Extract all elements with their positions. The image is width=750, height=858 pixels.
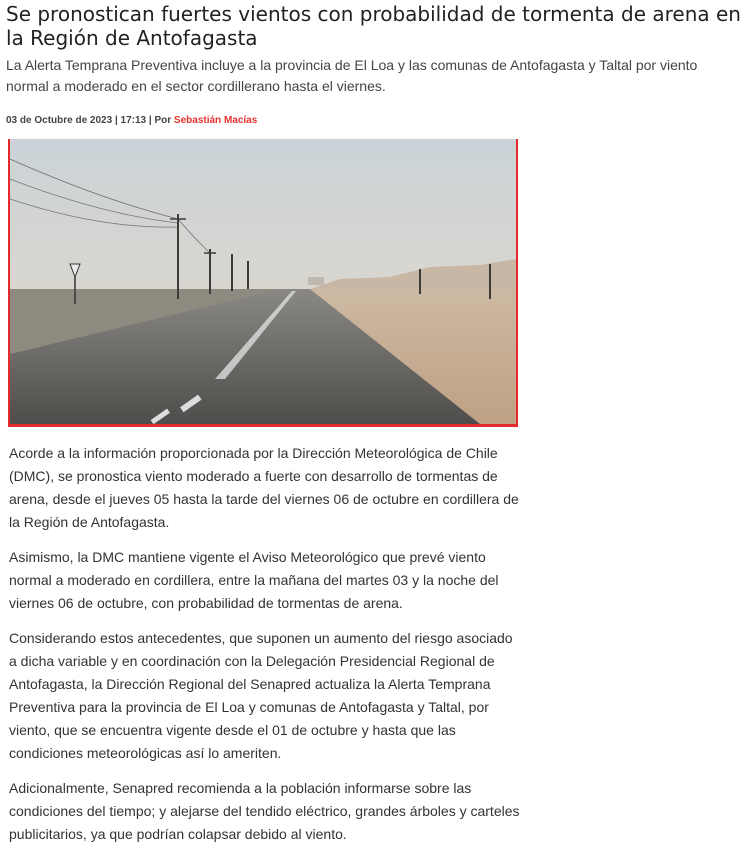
publish-time: 17:13 <box>120 115 147 126</box>
article-title: Se pronostican fuertes vientos con probabilidad de tormenta de arena en la Región de Antofagasta <box>6 2 741 50</box>
article-body <box>9 442 521 858</box>
article-paragraph: Adicionalmente, Senapred recomienda a la población informarse sobre las condiciones del tiempo; y alejarse del tendido eléctrico, grandes árboles y carteles publicitarios, ya que podrían colapsar debido al viento. <box>9 780 520 842</box>
article-paragraph: Acorde a la información proporcionada por la Dirección Meteorológica de Chile (DMC), se pronostica viento moderado a fuerte con desarrollo de tormentas de arena, desde el jueves 05 hasta la tarde del viernes 06 de octubre en cordillera de la Región de Antofagasta. <box>9 445 519 530</box>
author-link[interactable]: Sebastián Macías <box>173 115 258 126</box>
meta-separator: | <box>148 115 155 126</box>
article-lead: La Alerta Temprana Preventiva incluye a la provincia de El Loa y las comunas de Antofagasta y Taltal por viento normal a moderado en el sector cordillerano hasta el viernes. <box>6 57 698 94</box>
publish-date: 03 de Octubre de 2023 <box>6 115 113 126</box>
photo-desert-highway-icon <box>10 139 516 424</box>
article-image <box>8 139 518 427</box>
article-paragraph: Asimismo, la DMC mantiene vigente el Aviso Meteorológico que prevé viento normal a moderado en cordillera, entre la mañana del martes 03 y la noche del viernes 06 de octubre, con probabilidad de tormentas de arena. <box>9 549 499 611</box>
article-meta <box>6 115 257 126</box>
article-paragraph: Considerando estos antecedentes, que suponen un aumento del riesgo asociado a dicha variable y en coordinación con la Delegación Presidencial Regional de Antofagasta, la Dirección Regional del Senapred actualiza la Alerta Temprana Preventiva para la provincia de El Loa y comunas de Antofagasta y Taltal, por viento, que se encuentra vigente desde el 01 de octubre y hasta que las condiciones meteorológicas así lo ameriten. <box>9 630 513 761</box>
meta-separator: | <box>114 115 121 126</box>
byline-prefix: Por <box>154 115 172 126</box>
